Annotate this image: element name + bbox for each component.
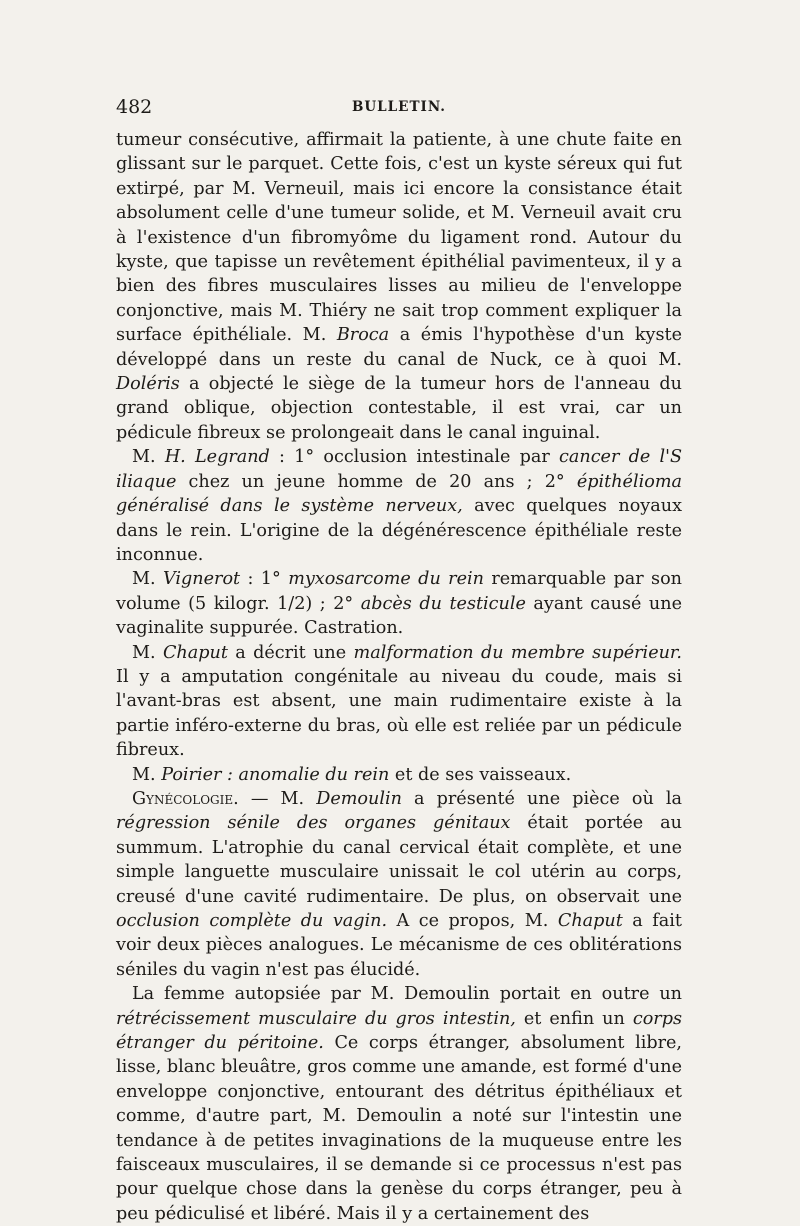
body-text [116, 128, 682, 1226]
italic-text: abcès du testicule [360, 593, 526, 614]
running-title: BULLETIN. [352, 99, 446, 115]
italic-text: rétrécissement musculaire du gros intestin, [116, 1008, 516, 1029]
italic-text: myxosarcome du rein [288, 569, 484, 590]
text-run: A ce propos, M. [387, 911, 558, 931]
italic-text: Vignerot [163, 569, 241, 590]
text-run: : 1° occlusion intestinale par [269, 447, 560, 468]
text-run: La femme autopsiée par M. Demoulin portait en outre un [132, 984, 682, 1005]
italic-text: H. Legrand [164, 447, 270, 468]
text-run: M. [132, 569, 163, 590]
paragraph [116, 641, 682, 763]
text-run: chez un jeune homme de 20 ans ; 2° [176, 471, 577, 492]
text-run: remarquable par son volume (5 kilogr. 1/2) ; 2° [116, 569, 682, 614]
paragraph [116, 128, 682, 445]
text-run: et enfin un [515, 1008, 633, 1029]
text-run: tumeur consécutive, affirmait la patiente, à une chute faite en glissant sur le parquet. Cette fois, c'est un kyste séreux qui fut extirpé, par M. Verneuil, mais ici encore la consistance était absolument celle d'une tumeur solide, et M. Verneuil avait cru à l'existence d'un fibromyôme du ligament rond. Autour du kyste, que tapisse un revêtement épithélial pavimenteux, il y a bien des fibres musculaires lisses au milieu de l'enveloppe conjonctive, mais M. Thiéry ne sait trop comment expliquer la surface épithéliale. M. [116, 130, 682, 346]
text-run: et de ses vaisseaux. [389, 764, 572, 785]
section-heading: Gynécologie. [132, 788, 239, 809]
text-run: M. [132, 764, 162, 785]
italic-text: occlusion complète du vagin. [116, 911, 388, 931]
italic-text: régression sénile des organes génitaux [116, 813, 511, 834]
text-run: ayant causé une vaginalite suppurée. Castration. [116, 593, 683, 639]
text-run: a émis l'hypothèse d'un kyste développé dans un reste du canal de Nuck, ce à quoi M. [116, 325, 682, 370]
text-run: a objecté le siège de la tumeur hors de l'anneau du grand oblique, objection contestable, il est vrai, car un pédicule fibreux se prolongeait dans le canal inguinal. [116, 374, 682, 443]
italic-text: Broca [336, 325, 390, 346]
text-run: Il y a amputation congénitale au niveau du coude, mais si l'avant-bras est absent, une main rudimentaire existe à la partie inféro-externe du bras, où elle est reliée par un pédicule fibreux. [116, 666, 682, 761]
italic-text: Doléris [116, 374, 180, 395]
paragraph [116, 787, 682, 982]
paragraph [116, 445, 682, 567]
text-run: avec quelques noyaux dans le rein. L'origine de la dégénérescence épithéliale reste inconnue. [116, 496, 682, 565]
page-number: 482 [116, 96, 153, 118]
paragraph [116, 763, 682, 787]
italic-text: Chaput [162, 642, 228, 663]
italic-text: malformation du membre supérieur. [353, 642, 683, 663]
text-run: a présenté une pièce où la [401, 788, 682, 809]
text-run: : 1° [240, 569, 289, 590]
text-run: était portée au summum. L'atrophie du canal cervical était complète, et une simple languette musculaire unissait le col utérin au corps, creusé d'une cavité rudimentaire. De plus, on observait une [116, 813, 682, 907]
italic-text: corps étranger du péritoine. [116, 1008, 682, 1054]
text-run: M. [132, 642, 163, 663]
paragraph [116, 982, 682, 1226]
italic-text: Demoulin [316, 788, 402, 809]
italic-text: Chaput [557, 911, 623, 931]
italic-text: épithélioma généralisé dans le système nerveux, [116, 471, 682, 517]
text-run: Ce corps étranger, absolument libre, lisse, blanc bleuâtre, gros comme une amande, est formé d'une enveloppe conjonctive, entourant des détritus épithéliaux et comme, d'autre part, M. Demoulin a noté sur l'intestin une tendance à de petites invaginations de la muqueuse entre les faisceaux musculaires, il se demande si ce processus n'est pas pour quelque chose dans la genèse du corps étranger, peu à peu pédiculisé et libéré. Mais il y a certainement des [116, 1033, 682, 1224]
paragraph [116, 567, 682, 640]
text-run: a fait voir deux pièces analogues. Le mécanisme de ces oblitérations séniles du vagin n'est pas élucidé. [116, 911, 682, 980]
text-run: — M. [238, 788, 317, 809]
text-run: a décrit une [227, 642, 354, 663]
text-run: M. [132, 447, 165, 468]
italic-text: Poirier : anomalie du rein [161, 764, 390, 785]
page-header [116, 96, 682, 126]
italic-text: cancer de l'S iliaque [116, 447, 682, 492]
